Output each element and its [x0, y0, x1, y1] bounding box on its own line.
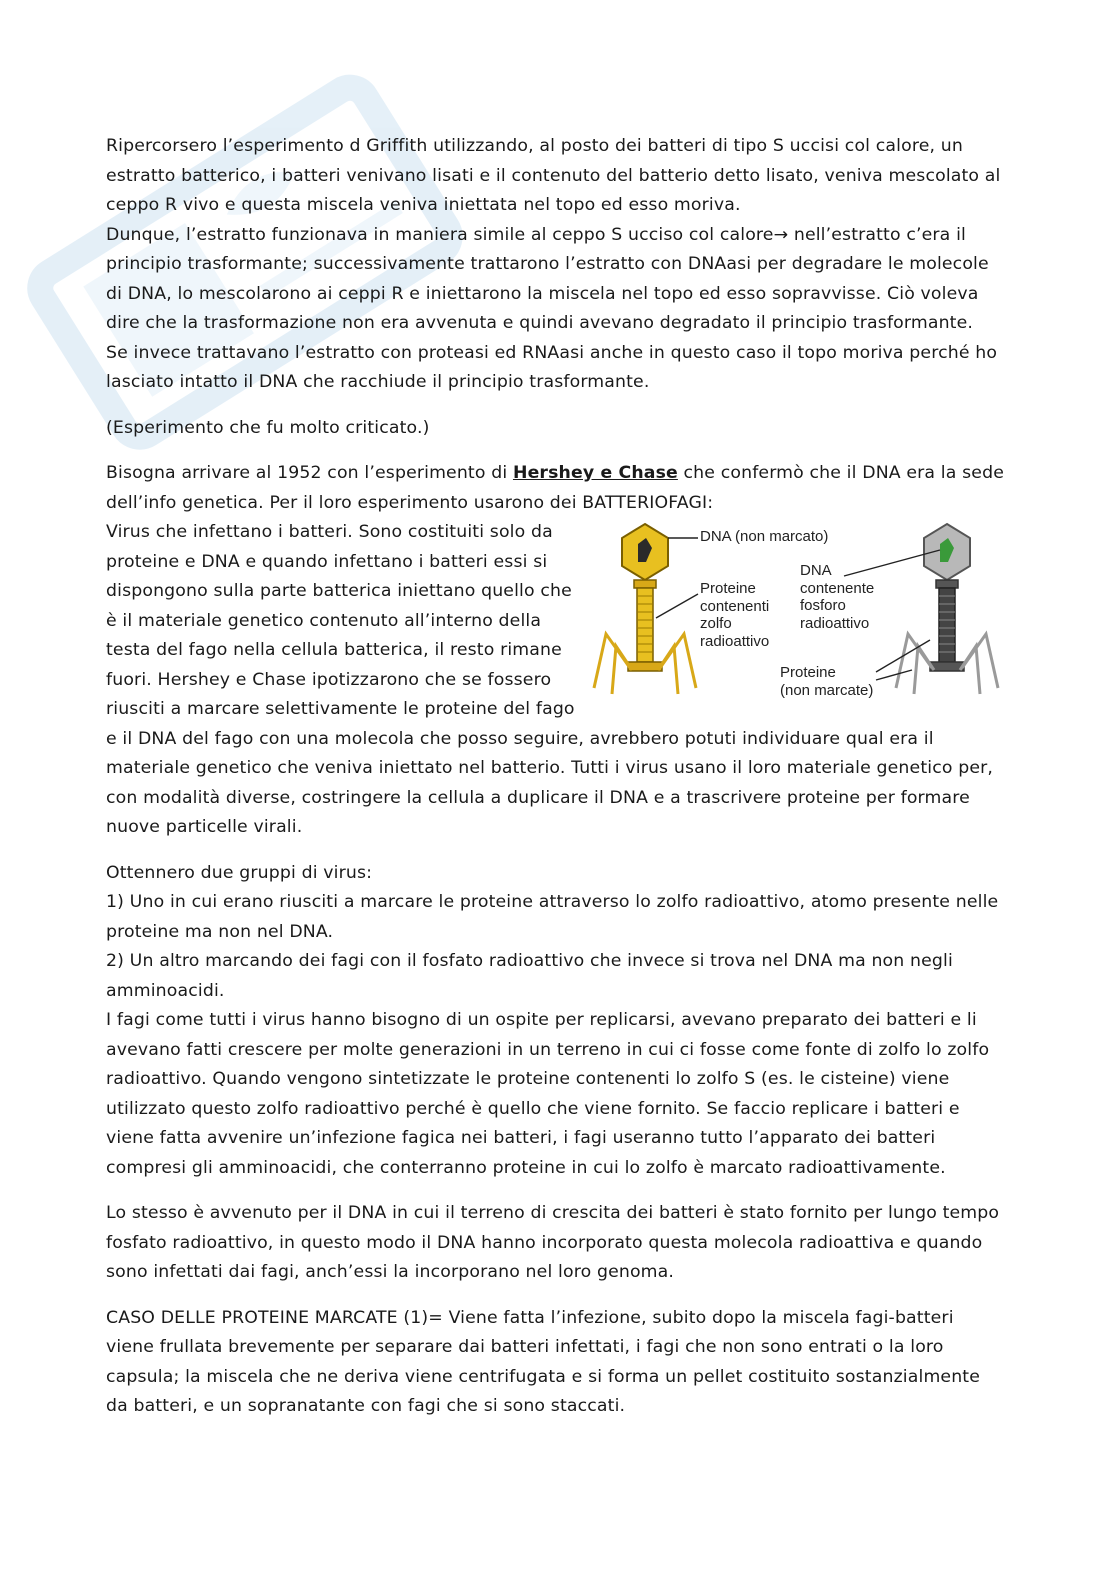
paragraph-two-groups: Ottennero due gruppi di virus: 1) Uno in cui erano riusciti a marcare le proteine attraverso lo zolfo radioattivo, atomo presente nelle proteine ma non nel DNA. 2) Un altro marcando dei fagi con il fosfato radioattivo che invece si trova nel DNA ma non negli amminoacidi. I fagi come tutti i virus hanno bisogno di un ospite per replicarsi, avevano preparato dei batteri e li avevano fatti crescere per molte generazioni in un terreno in cui ci fosse come fonte di zolfo lo zolfo radioattivo. Quando vengono sintetizzate le proteine contenenti lo zolfo S (es. le cisteine) viene utilizzato questo zolfo radioattivo perché è quello che viene fornito. Se faccio replicare i batteri e viene fatta avvenire un’infezione fagica nei batteri, i fagi useranno tutto l’apparato dei batteri compresi gli amminoacidi, che conterranno proteine in cui lo zolfo è marcato radioattivamente. [106, 862, 999, 1178]
phage-yellow [594, 524, 696, 694]
leader-lines [656, 538, 940, 680]
label-proteins-unmarked: Proteine (non marcate) [780, 664, 874, 699]
paragraph-dna-phosphate: Lo stesso è avvenuto per il DNA in cui il terreno di crescita dei batteri è stato fornito per lungo tempo fosfato radioattivo, in questo modo il DNA hanno incorporato questa molecola radioattiva e quando sono infettati dai fagi, anch’essi la incorporano nel loro genoma. [106, 1203, 1000, 1282]
paragraph-bacteriophages: Virus che infettano i batteri. Sono costituiti solo da proteine e DNA e quando infettano i batteri essi si dispongono sulla parte batterica iniettano quello che è il materiale genetico contenuto all’interno della testa del fago nella cellula batterica, il resto rimane fuori. Hershey e Chase ipotizzarono che se fossero riusciti a marcare selettivamente le proteine del fago e il DNA del fago con una molecola che posso seguire, avrebbero potuti individuare qual era il materiale genetico che veniva iniettato nel batterio. Tutti i virus usano il loro materiale genetico per, con modalità diverse, costringere la cellula a duplicare il DNA e a trascrivere proteine per formare nuove particelle virali. [106, 522, 994, 837]
paragraph-hershey-chase-pre: Bisogna arrivare al 1952 con l’esperimento di [106, 463, 513, 483]
paragraph-criticized: (Esperimento che fu molto criticato.) [106, 417, 430, 438]
label-proteins-sulfur: Proteine contenenti zolfo radioattivo [700, 580, 770, 650]
paragraph-griffith: Ripercorsero l’esperimento d Griffith utilizzando, al posto dei batteri di tipo S uccisi col calore, un estratto batterico, i batteri venivano lisati e il contenuto del batterio detto lisato, veniva mescolato al ceppo R vivo e questa miscela veniva iniettata nel topo ed esso moriva. Dunque, l’estratto funzionava in maniera simile al ceppo S ucciso col calore→ nell’estratto c’era il principio trasformante; successivamente trattarono l’estratto con DNAasi per degradare le molecole di DNA, lo mescolarono ai ceppi R e iniettarono la miscela nel topo ed esso sopravvisse. Ciò voleva dire che la trasformazione non era avvenuta e quindi avevano degradato il principio trasformante. Se invece trattavano l’estratto con proteasi ed RNAasi anche in questo caso il topo moriva perché ho lasciato intatto il DNA che racchiude il principio trasformante. [106, 136, 1001, 392]
paragraph-hershey-chase-post: che confermò che il DNA era la sede dell’info genetica. Per il loro esperimento usarono dei BATTERIOFAGI: [106, 463, 1004, 513]
bacteriophage-figure [590, 522, 1010, 710]
paragraph-labeled-proteins-case: CASO DELLE PROTEINE MARCATE (1)= Viene fatta l’infezione, subito dopo la miscela fagi-batteri viene frullata brevemente per separare dai batteri infettati, i fagi che non sono entrati o la loro capsula; la miscela che ne deriva viene centrifugata e si forma un pellet costituito sostanzialmente da batteri, e un sopranatante con fagi che si sono staccati. [106, 1307, 981, 1416]
phage-section [106, 518, 1006, 843]
hershey-chase-link[interactable]: Hershey e Chase [512, 463, 678, 483]
label-dna-phosphorus: DNA contenente fosforo radioattivo [800, 562, 875, 632]
paragraph-hershey-chase [106, 459, 1006, 518]
document-page [106, 132, 1006, 1438]
phage-grey [896, 524, 998, 694]
label-dna-unmarked: DNA (non marcato) [700, 528, 829, 545]
